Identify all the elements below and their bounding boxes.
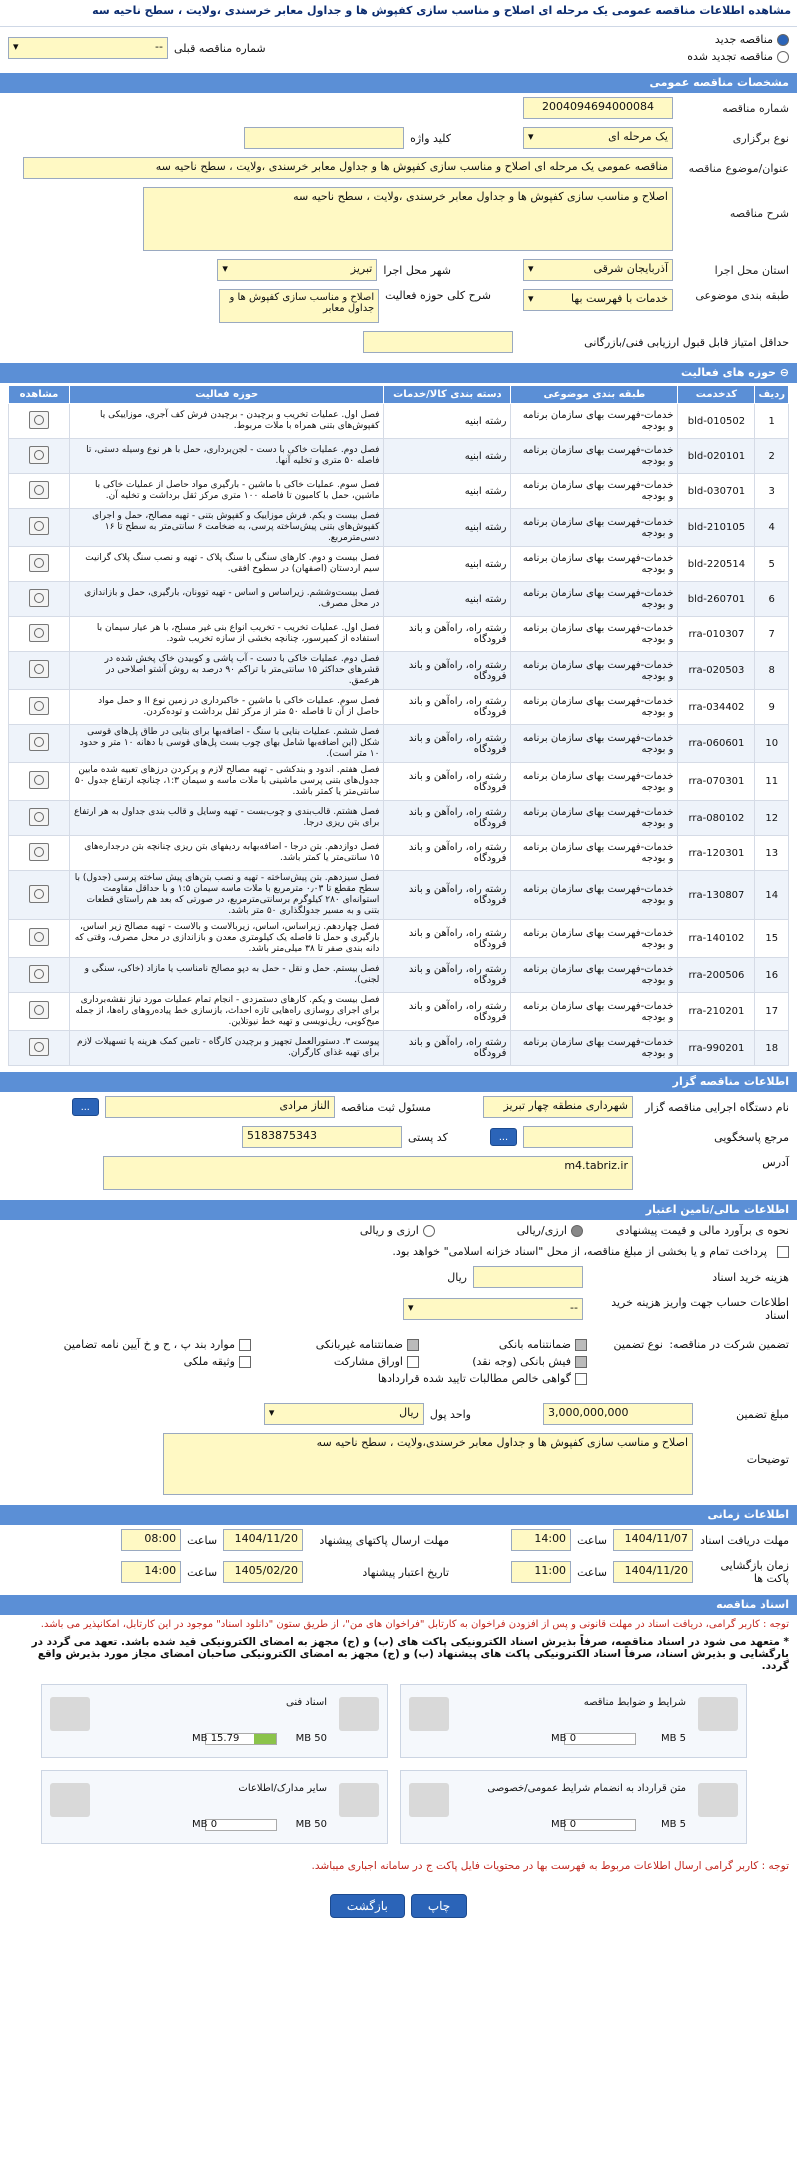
view-icon[interactable] xyxy=(29,1001,49,1019)
col-code: کدخدمت xyxy=(678,386,755,404)
address-field[interactable]: m4.tabriz.ir xyxy=(103,1156,633,1190)
docs-note-1: توجه : کاربر گرامی، دریافت اسناد در مهلت قانونی و پس از افزودن فراخوان به کارتابل "فراخوان های من"، از طریق ستون "دانلود اسناد" موجود در این کارتابل، امکانپذیر می باشد. xyxy=(40,1619,789,1630)
row-group: رشته ابنیه xyxy=(384,582,511,617)
view-icon[interactable] xyxy=(29,411,49,429)
table-row xyxy=(9,617,789,652)
payment-row: پرداخت تمام و یا بخشی از مبلغ مناقصه، از محل "اسناد خزانه اسلامی" خواهد بود. xyxy=(0,1241,797,1262)
row-code: bld-020101 xyxy=(678,439,755,474)
row-code: bld-030701 xyxy=(678,474,755,509)
prev-tender-select[interactable]: -- ▾ xyxy=(8,37,168,59)
section-finance: اطلاعات مالی/تامین اعتبار xyxy=(0,1200,797,1220)
folder-icon xyxy=(339,1783,379,1817)
row-group: رشته راه، راه‌آهن و باند فرودگاه xyxy=(384,836,511,871)
folder-icon xyxy=(698,1783,738,1817)
row-category: خدمات-فهرست بهای سازمان برنامه و بودجه xyxy=(511,509,678,547)
city-select[interactable]: تبریز ▾ xyxy=(217,259,377,281)
row-index: 9 xyxy=(755,690,789,725)
opening-date[interactable]: 1404/11/20 xyxy=(613,1561,693,1583)
row-activity: فصل دوازدهم. بتن درجا - اضافه‌بهابه ردیفهای بتن ریزی چنانچه بتن درجداره‌های ۱۵ سانتی‌متر یا کمتر باشد. xyxy=(70,836,384,871)
row-category: خدمات-فهرست بهای سازمان برنامه و بودجه xyxy=(511,801,678,836)
row-group: رشته راه، راه‌آهن و باند فرودگاه xyxy=(384,871,511,920)
file-size: 0 MB xyxy=(551,1733,577,1744)
account-row: اطلاعات حساب جهت واریز هزینه خرید اسناد -- ▾ xyxy=(0,1292,797,1326)
row-view xyxy=(9,547,70,582)
file-max-size: 50 MB xyxy=(295,1733,327,1744)
guarantee-regulation[interactable]: موارد بند پ ، ح و خ آیین نامه تضامین xyxy=(51,1338,251,1351)
view-icon[interactable] xyxy=(29,885,49,903)
file-size: 0 MB xyxy=(192,1819,218,1830)
guarantee-row: تضمین شرکت در مناقصه: نوع تضمین ضمانتنامه بانکی ضمانتنامه غیربانکی موارد بند پ ، ح و خ آیین نامه تضامین فیش بانکی (وجه نقد) اوراق مشارکت وثیقه ملکی گواهی خالص مطالبات تایید شده قراردادها xyxy=(0,1334,797,1389)
file-name: اسناد فنی xyxy=(286,1697,327,1708)
table-header xyxy=(9,386,789,404)
file-size: 0 MB xyxy=(551,1819,577,1830)
row-code: rra-200506 xyxy=(678,958,755,993)
row-category: خدمات-فهرست بهای سازمان برنامه و بودجه xyxy=(511,1031,678,1066)
scope-list[interactable]: اصلاح و مناسب سازی کفپوش ها و جداول معابر xyxy=(219,289,379,323)
reference-field[interactable] xyxy=(523,1126,633,1148)
row-view xyxy=(9,690,70,725)
row-view xyxy=(9,763,70,801)
row-category: خدمات-فهرست بهای سازمان برنامه و بودجه xyxy=(511,958,678,993)
file-name: شرایط و ضوابط مناقصه xyxy=(583,1697,686,1708)
row-category: خدمات-فهرست بهای سازمان برنامه و بودجه xyxy=(511,763,678,801)
row-activity: فصل هفتم. اندود و بندکشی - تهیه مصالح لازم و پرکردن درزهای تعبیه شده مابین جدول‌های بتنی پرسی ماشینی با ملات ماسه و سیمان ۱:۳، چنانچه ارتفاع جدول ۵۰ سانتی‌متر یا کمتر باشد. xyxy=(70,763,384,801)
row-index: 16 xyxy=(755,958,789,993)
view-icon[interactable] xyxy=(29,1038,49,1056)
guarantee-nonbank[interactable]: ضمانتنامه غیربانکی xyxy=(259,1338,419,1351)
col-index: ردیف xyxy=(755,386,789,404)
row-view xyxy=(9,439,70,474)
row-index: 18 xyxy=(755,1031,789,1066)
row-code: rra-990201 xyxy=(678,1031,755,1066)
min-score-row: حداقل امتیاز قابل قبول ارزیابی فنی/بازرگانی xyxy=(0,327,797,357)
file-box[interactable] xyxy=(41,1770,388,1844)
row-activity: فصل دوم. عملیات خاکی با دست - لجن‌برداری، حمل با هر نوع وسیله دستی، تا فاصله ۵۰ متری و تخلیه آنها. xyxy=(70,439,384,474)
guarantee-amount-field[interactable]: 3,000,000,000 xyxy=(543,1403,693,1425)
row-code: bld-220514 xyxy=(678,547,755,582)
docs-note-3: توجه : کاربر گرامی ارسال اطلاعات مربوط به فهرست بها در محتویات فایل پاکت ج در سامانه اجباری میباشد. xyxy=(311,1860,789,1872)
row-index: 6 xyxy=(755,582,789,617)
back-button[interactable]: بازگشت xyxy=(330,1894,405,1918)
col-view: مشاهده xyxy=(9,386,70,404)
send-deadline-time[interactable]: 08:00 xyxy=(121,1529,181,1551)
upload-folder-icon xyxy=(409,1697,449,1731)
account-select[interactable]: -- ▾ xyxy=(403,1298,583,1320)
row-view xyxy=(9,958,70,993)
col-activity: حوزه فعالیت xyxy=(70,386,384,404)
radio-rial-and-currency[interactable]: ارزی و ریالی xyxy=(360,1224,435,1237)
tender-number-field[interactable]: 2004094694000084 xyxy=(523,97,673,119)
table-row xyxy=(9,690,789,725)
row-activity: فصل سوم. عملیات خاکی با ماشین - خاکبرداری در زمین نوع II و حمل مواد حاصل از آن تا فاصله ۵۰ متر از مرکز ثقل برداشت و توده‌کردن. xyxy=(70,690,384,725)
row-group: رشته راه، راه‌آهن و باند فرودگاه xyxy=(384,690,511,725)
row-group: رشته راه، راه‌آهن و باند فرودگاه xyxy=(384,801,511,836)
row-group: رشته ابنیه xyxy=(384,404,511,439)
file-max-size: 5 MB xyxy=(660,1733,686,1744)
org-field[interactable]: شهرداری منطقه چهار تبریز xyxy=(483,1096,633,1118)
send-deadline-date[interactable]: 1404/11/20 xyxy=(223,1529,303,1551)
footer-buttons xyxy=(0,1894,797,1918)
row-category: خدمات-فهرست بهای سازمان برنامه و بودجه xyxy=(511,993,678,1031)
row-group: رشته راه، راه‌آهن و باند فرودگاه xyxy=(384,993,511,1031)
currency-select[interactable]: ریال ▾ xyxy=(264,1403,424,1425)
row-view xyxy=(9,404,70,439)
folder-icon xyxy=(339,1697,379,1731)
row-group: رشته راه، راه‌آهن و باند فرودگاه xyxy=(384,763,511,801)
section-organizer: اطلاعات مناقصه گزار xyxy=(0,1072,797,1092)
row-view xyxy=(9,582,70,617)
row-category: خدمات-فهرست بهای سازمان برنامه و بودجه xyxy=(511,690,678,725)
radio-renewed-tender[interactable]: مناقصه تجدید شده xyxy=(687,50,789,63)
doc-fee-row: هزینه خرید اسناد ریال xyxy=(0,1262,797,1292)
row-index: 17 xyxy=(755,993,789,1031)
recv-deadline-date[interactable]: 1404/11/07 xyxy=(613,1529,693,1551)
view-icon[interactable] xyxy=(29,446,49,464)
table-row xyxy=(9,582,789,617)
file-box[interactable] xyxy=(400,1684,747,1758)
guarantee-options xyxy=(51,1338,587,1385)
file-max-size: 50 MB xyxy=(295,1819,327,1830)
row-category: خدمات-فهرست بهای سازمان برنامه و بودجه xyxy=(511,920,678,958)
table-row xyxy=(9,547,789,582)
treasury-checkbox[interactable] xyxy=(777,1246,789,1258)
row-index: 2 xyxy=(755,439,789,474)
file-progress-fill xyxy=(254,1734,276,1744)
reference-more-button[interactable]: ... xyxy=(490,1128,517,1146)
row-group: رشته ابنیه xyxy=(384,547,511,582)
table-row xyxy=(9,652,789,690)
row-category: خدمات-فهرست بهای سازمان برنامه و بودجه xyxy=(511,617,678,652)
desc-row: شرح مناقصه اصلاح و مناسب سازی کفپوش ها و جداول معابر خرسندی ،ولایت ، سطح ناحیه سه xyxy=(0,183,797,255)
row-code: rra-010307 xyxy=(678,617,755,652)
row-view xyxy=(9,871,70,920)
table-row xyxy=(9,439,789,474)
view-icon[interactable] xyxy=(29,928,49,946)
table-row xyxy=(9,801,789,836)
row-group: رشته راه، راه‌آهن و باند فرودگاه xyxy=(384,920,511,958)
row-code: rra-060601 xyxy=(678,725,755,763)
row-group: رشته راه، راه‌آهن و باند فرودگاه xyxy=(384,958,511,993)
row-index: 8 xyxy=(755,652,789,690)
subject-row: عنوان/موضوع مناقصه مناقصه عمومی یک مرحله ای اصلاح و مناسب سازی کفپوش ها و جداول معابر خرسندی ،ولایت ، سطح ناحیه سه xyxy=(0,153,797,183)
guarantee-receivables[interactable]: گواهی خالص مطالبات تایید شده قراردادها xyxy=(259,1372,587,1385)
row-code: rra-130807 xyxy=(678,871,755,920)
row-index: 15 xyxy=(755,920,789,958)
row-view xyxy=(9,1031,70,1066)
row-code: rra-070301 xyxy=(678,763,755,801)
row-code: rra-020503 xyxy=(678,652,755,690)
row-code: bld-260701 xyxy=(678,582,755,617)
row-category: خدمات-فهرست بهای سازمان برنامه و بودجه xyxy=(511,547,678,582)
min-score-field[interactable] xyxy=(363,331,513,353)
row-index: 12 xyxy=(755,801,789,836)
responsible-field[interactable]: الناز مرادی xyxy=(105,1096,335,1118)
table-row xyxy=(9,509,789,547)
chevron-down-icon: ▾ xyxy=(528,130,534,143)
row-index: 10 xyxy=(755,725,789,763)
row-index: 3 xyxy=(755,474,789,509)
table-row xyxy=(9,993,789,1031)
view-icon[interactable] xyxy=(29,589,49,607)
upload-folder-icon xyxy=(409,1783,449,1817)
row-activity: فصل بیستم. حمل و نقل - حمل به دپو مصالح نامناسب یا مازاد (خاکی، سنگی و لجنی). xyxy=(70,958,384,993)
row-activity: فصل سوم. عملیات خاکی با ماشین - بارگیری مواد حاصل از عملیات خاکی با ماشین، حمل با کامیون تا فاصله ۱۰۰ متری مرکز ثقل برداشت و تخلیه آن. xyxy=(70,474,384,509)
row-group: رشته راه، راه‌آهن و باند فرودگاه xyxy=(384,652,511,690)
docs-note-2: * متعهد می شود در اسناد مناقصه، صرفاً بذیرش اسناد الکترونیکی پاکت های (ب) و (ج) مجهز به امضای الکترونیکی قید شده باشد. تعهد می گردد در بارگشایی و بذیرش اسناد، صرفاً اسناد الکترونیکی پاکت های پیشنهاد (ب) و (ج) مجهز به امضای الکترونیکی صاحبان امضای مجاز مورد بذیرش واقع گردد. xyxy=(31,1636,789,1672)
view-icon[interactable] xyxy=(29,733,49,751)
section-timing: اطلاعات زمانی xyxy=(0,1505,797,1525)
amount-row: مبلغ تضمین 3,000,000,000 واحد پول ریال ▾ xyxy=(0,1399,797,1429)
row-activity: فصل چهاردهم. زیراساس، اساس، زیربالاست و بالاست - تهیه مصالح زیر اساس، بارگیری و حمل تا فاصله یک کیلومتری معدن و بازاندازی در محل مصرف، وقتی که دانه بندی صفر تا ۳۸ میلی‌متر باشد. xyxy=(70,920,384,958)
guarantee-bank[interactable]: ضمانتنامه بانکی xyxy=(427,1338,587,1351)
org-row: نام دستگاه اجرایی مناقصه گزار شهرداری منطقه چهار تبریز مسئول ثبت مناقصه الناز مرادی ... xyxy=(0,1092,797,1122)
province-select[interactable]: آذربایجان شرقی ▾ xyxy=(523,259,673,281)
print-button[interactable]: چاپ xyxy=(411,1894,467,1918)
validity-date[interactable]: 1405/02/20 xyxy=(223,1561,303,1583)
table-row xyxy=(9,725,789,763)
row-index: 7 xyxy=(755,617,789,652)
activities-table xyxy=(8,385,789,1066)
row-category: خدمات-فهرست بهای سازمان برنامه و بودجه xyxy=(511,474,678,509)
postal-code-field[interactable]: 5183875343 xyxy=(242,1126,402,1148)
row-code: rra-210201 xyxy=(678,993,755,1031)
view-icon[interactable] xyxy=(29,481,49,499)
row-category: خدمات-فهرست بهای سازمان برنامه و بودجه xyxy=(511,871,678,920)
row-activity: فصل بیست و یکم. فرش موزاییک و کفپوش بتنی - تهیه مصالح، حمل و اجرای کفپوش‌های بتنی پیش‌ساخته پرسی، به ضخامت ۶ سانتی‌متر به سطح تا ۱۶ دسی‌مترمربع. xyxy=(70,509,384,547)
ref-row: مرجع پاسخگویی ... کد پستی 5183875343 xyxy=(0,1122,797,1152)
row-index: 13 xyxy=(755,836,789,871)
view-icon[interactable] xyxy=(29,965,49,983)
row-group: رشته راه، راه‌آهن و باند فرودگاه xyxy=(384,725,511,763)
prev-tender-label: شماره مناقصه قبلی xyxy=(174,41,266,55)
row-index: 14 xyxy=(755,871,789,920)
guarantee-property[interactable]: وثیقه ملکی xyxy=(51,1355,251,1368)
table-row xyxy=(9,871,789,920)
doc-fee-field[interactable] xyxy=(473,1266,583,1288)
row-view xyxy=(9,474,70,509)
tender-number-row: شماره مناقصه 2004094694000084 xyxy=(0,93,797,123)
file-box[interactable] xyxy=(400,1770,747,1844)
row-view xyxy=(9,836,70,871)
chevron-down-icon: ▾ xyxy=(268,1406,275,1419)
row-category: خدمات-فهرست بهای سازمان برنامه و بودجه xyxy=(511,836,678,871)
table-row xyxy=(9,763,789,801)
subject-field[interactable]: مناقصه عمومی یک مرحله ای اصلاح و مناسب سازی کفپوش ها و جداول معابر خرسندی ،ولایت ، سطح ناحیه سه xyxy=(23,157,673,179)
file-name: سایر مدارک/اطلاعات xyxy=(238,1783,327,1794)
row-activity: فصل سیزدهم. بتن پیش‌ساخته - تهیه و نصب بتن‌های پیش ساخته پرسی (جدول) با سطح مقطع تا ۰٫۰۳ مترمربع با ملات ماسه سیمان ۱:۵ و با حداقل مقاومت استوانه‌ای ۲۸۰ کیلوگرم برسانتی‌مترمربع، در صورتی که بعد هم راستای قطعات بتنی و به مسیر جدولگذاری ۵۰ متر باشد. xyxy=(70,871,384,920)
chevron-down-icon: ▾ xyxy=(528,262,534,275)
view-icon[interactable] xyxy=(29,771,49,789)
section-docs: اسناد مناقصه xyxy=(0,1595,797,1615)
row-view xyxy=(9,725,70,763)
page-title: مشاهده اطلاعات مناقصه عمومی یک مرحله ای اصلاح و مناسب سازی کفپوش ها و جداول معابر خرسندی ،ولایت ، سطح ناحیه سه xyxy=(0,0,797,27)
timing-row-1: مهلت دریافت اسناد 1404/11/07 ساعت 14:00 مهلت ارسال پاکتهای پیشنهاد 1404/11/20 ساعت 08:00 xyxy=(0,1525,797,1555)
row-activity: فصل اول. عملیات تخریب - تخریب انواع بنی غیر مسلح، با هر عیار سیمان با استفاده از کمپرسور، چنانچه بخشی از سازه تخریب شود. xyxy=(70,617,384,652)
file-size: 15.79 MB xyxy=(192,1733,240,1744)
timing-row-2: زمان بازگشایی پاکت ها 1404/11/20 ساعت 11:00 تاریخ اعتبار پیشنهاد 1405/02/20 ساعت 14:00 xyxy=(0,1555,797,1589)
row-activity: فصل دوم. عملیات خاکی با دست - آب پاشی و کوبیدن خاک پخش شده در قشرهای حداکثر ۱۵ سانتی‌متر با تراکم ۹۰ درصد به روش آشتو اصلاحی در هرعمق. xyxy=(70,652,384,690)
chevron-down-icon: ▾ xyxy=(528,292,534,305)
keyword-field[interactable] xyxy=(244,127,404,149)
guarantee-cash[interactable]: فیش بانکی (وجه نقد) xyxy=(427,1355,587,1368)
row-category: خدمات-فهرست بهای سازمان برنامه و بودجه xyxy=(511,582,678,617)
row-group: رشته راه، راه‌آهن و باند فرودگاه xyxy=(384,1031,511,1066)
row-activity: پیوست ۳. دستورالعمل تجهیز و برچیدن کارگاه - تامین کمک هزینه یا تسهیلات لازم برای تهیه غذای کارگران. xyxy=(70,1031,384,1066)
guarantee-bonds[interactable]: اوراق مشارکت xyxy=(259,1355,419,1368)
notes-row: توضیحات اصلاح و مناسب سازی کفپوش ها و جداول معابر خرسندی،ولایت ، سطح ناحیه سه xyxy=(0,1429,797,1499)
row-code: bld-010502 xyxy=(678,404,755,439)
row-activity: فصل هشتم. قالب‌بندی و چوب‌بست - تهیه وسایل و قالب بندی جداول به هر ارتفاع برای بتن ریزی درجا. xyxy=(70,801,384,836)
description-textarea[interactable]: اصلاح و مناسب سازی کفپوش ها و جداول معابر خرسندی ،ولایت ، سطح ناحیه سه xyxy=(143,187,673,251)
row-view xyxy=(9,509,70,547)
table-row xyxy=(9,474,789,509)
row-index: 1 xyxy=(755,404,789,439)
view-icon[interactable] xyxy=(29,624,49,642)
row-view xyxy=(9,652,70,690)
notes-textarea[interactable]: اصلاح و مناسب سازی کفپوش ها و جداول معابر خرسندی،ولایت ، سطح ناحیه سه xyxy=(163,1433,693,1495)
row-index: 4 xyxy=(755,509,789,547)
recv-deadline-time[interactable]: 14:00 xyxy=(511,1529,571,1551)
view-icon[interactable] xyxy=(29,808,49,826)
row-activity: فصل بیست و دوم. کارهای سنگی با سنگ پلاک - تهیه و نصب سنگ پلاک گرانیت سیم اردستان (اصفهان) در سطوح افقی. xyxy=(70,547,384,582)
collapse-icon[interactable]: ⊖ xyxy=(779,366,789,379)
table-row xyxy=(9,1031,789,1066)
tender-type-row xyxy=(0,27,797,67)
radio-rial-or-currency[interactable]: ارزی/ریالی xyxy=(517,1224,583,1237)
responsible-more-button[interactable]: ... xyxy=(72,1098,99,1116)
row-view xyxy=(9,993,70,1031)
radio-new-tender[interactable]: مناقصه جدید xyxy=(687,33,789,46)
folder-icon xyxy=(698,1697,738,1731)
upload-folder-icon xyxy=(50,1697,90,1731)
row-category: خدمات-فهرست بهای سازمان برنامه و بودجه xyxy=(511,725,678,763)
upload-folder-icon xyxy=(50,1783,90,1817)
category-select[interactable]: خدمات با فهرست بها ▾ xyxy=(523,289,673,311)
row-group: رشته ابنیه xyxy=(384,474,511,509)
view-icon[interactable] xyxy=(29,843,49,861)
location-row: استان محل اجرا آذربایجان شرقی ▾ شهر محل اجرا تبریز ▾ xyxy=(0,255,797,285)
row-category: خدمات-فهرست بهای سازمان برنامه و بودجه xyxy=(511,652,678,690)
col-group: دسته بندی کالا/خدمات xyxy=(384,386,511,404)
row-activity: فصل بیست‌وششم. زیراساس و اساس - تهیه توونان، بارگیری، حمل و بازاندازی در محل مصرف. xyxy=(70,582,384,617)
opening-time[interactable]: 11:00 xyxy=(511,1561,571,1583)
type-row: نوع برگزاری یک مرحله ای ▾ کلید واژه xyxy=(0,123,797,153)
view-icon[interactable] xyxy=(29,660,49,678)
row-category: خدمات-فهرست بهای سازمان برنامه و بودجه xyxy=(511,439,678,474)
category-row: طبقه بندی موضوعی خدمات با فهرست بها ▾ شرح کلی حوزه فعالیت اصلاح و مناسب سازی کفپوش ها و جداول معابر xyxy=(0,285,797,327)
address-row: آدرس m4.tabriz.ir xyxy=(0,1152,797,1194)
row-code: bld-210105 xyxy=(678,509,755,547)
section-activities: ⊖ حوزه های فعالیت xyxy=(0,363,797,383)
row-index: 11 xyxy=(755,763,789,801)
eval-row: نحوه ی برآورد مالی و قیمت پیشنهادی ارزی/ریالی ارزی و ریالی xyxy=(359,1224,789,1237)
row-activity: فصل اول. عملیات تخریب و برچیدن - برچیدن فرش کف آجری، موزاییکی یا کفپوش‌های بتنی همراه با ملات مربوط. xyxy=(70,404,384,439)
row-group: رشته ابنیه xyxy=(384,509,511,547)
row-code: rra-140102 xyxy=(678,920,755,958)
row-view xyxy=(9,920,70,958)
view-icon[interactable] xyxy=(29,554,49,572)
row-activity: فصل ششم. عملیات بنایی با سنگ - اضافه‌بها برای بنایی در طاق پل‌های قوسی شکل (این اضافه‌بها شامل بهای چوب بست پل‌های قوسی با دهانه ۱۰ متر و حدود ۱۰ متر است). xyxy=(70,725,384,763)
row-index: 5 xyxy=(755,547,789,582)
table-row xyxy=(9,958,789,993)
row-view xyxy=(9,801,70,836)
row-code: rra-034402 xyxy=(678,690,755,725)
row-view xyxy=(9,617,70,652)
view-icon[interactable] xyxy=(29,697,49,715)
validity-time[interactable]: 14:00 xyxy=(121,1561,181,1583)
row-code: rra-080102 xyxy=(678,801,755,836)
row-group: رشته راه، راه‌آهن و باند فرودگاه xyxy=(384,617,511,652)
col-category: طبقه بندی موضوعی xyxy=(511,386,678,404)
table-row xyxy=(9,920,789,958)
row-code: rra-120301 xyxy=(678,836,755,871)
view-icon[interactable] xyxy=(29,517,49,535)
chevron-down-icon: ▾ xyxy=(408,1301,414,1314)
chevron-down-icon: ▾ xyxy=(222,262,228,275)
file-name: متن قرارداد به انضمام شرایط عمومی/خصوصی xyxy=(487,1783,686,1794)
row-activity: فصل بیست و یکم. کارهای دستمزدی - انجام تمام عملیات مورد نیاز نقشه‌برداری برای اجرای روسازی راه‌هایی تازه احداث، بازسازی خط پیاده‌روهای راه‌ها، از جمله میخ‌کوبی، ریل‌نویسی و تهیه خط نیوتلاین. xyxy=(70,993,384,1031)
chevron-down-icon: ▾ xyxy=(13,40,19,53)
row-category: خدمات-فهرست بهای سازمان برنامه و بودجه xyxy=(511,404,678,439)
table-row xyxy=(9,404,789,439)
type-select[interactable]: یک مرحله ای ▾ xyxy=(523,127,673,149)
file-max-size: 5 MB xyxy=(660,1819,686,1830)
table-row xyxy=(9,836,789,871)
section-general: مشخصات مناقصه عمومی xyxy=(0,73,797,93)
file-grid xyxy=(0,1674,797,1854)
file-box[interactable] xyxy=(41,1684,388,1758)
row-group: رشته ابنیه xyxy=(384,439,511,474)
